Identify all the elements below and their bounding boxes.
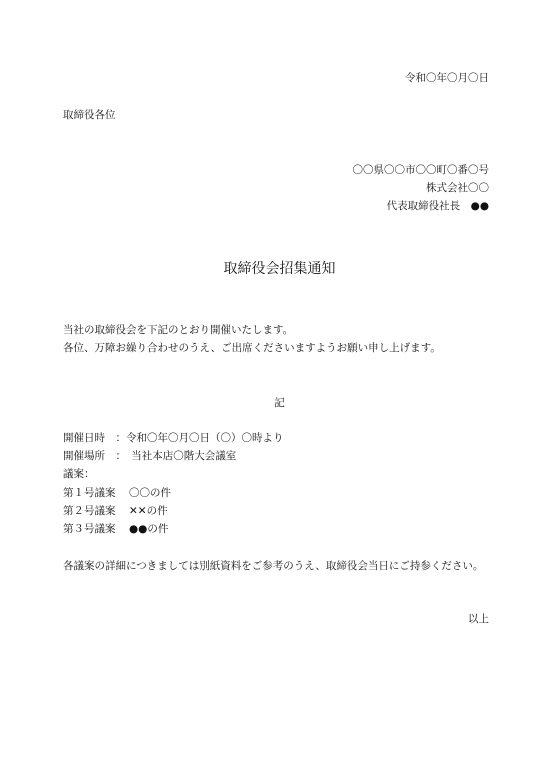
agenda-item-subject: ✕✕の件 [129,505,168,517]
agenda-item-number: 第１号議案 [63,487,116,499]
agenda-item-subject: ●●の件 [129,523,169,535]
body-line-2: 各位、万障お繰り合わせのうえ、ご出席くださいますようお願い申し上げます。 [63,342,441,354]
closing-ijo: 以上 [468,613,489,625]
agenda-item-subject: 〇〇の件 [129,487,171,499]
sender-company: 株式会社〇〇 [426,182,489,194]
addressee: 取締役各位 [63,109,116,121]
ki-heading: 記 [274,397,285,409]
sender-address: 〇〇県〇〇市〇〇町〇番〇号 [352,164,489,176]
agenda-item-number: 第２号議案 [63,505,116,517]
agenda-item [63,524,168,535]
document-date: 令和〇年〇月〇日 [405,72,489,84]
agenda-item-number: 第３号議案 [63,523,116,535]
sender-representative: 代表取締役社長 ●● [386,200,489,212]
reference-note: 各議案の詳細につきましては別紙資料をご参考のうえ、取締役会当日にご持参ください。 [63,560,484,572]
agenda-item [63,506,168,517]
agenda-label: 議案： [63,468,95,480]
body-line-1: 当社の取締役会を下記のとおり開催いたします。 [63,324,294,336]
document-title: 取締役会招集通知 [223,261,336,277]
meeting-place: 開催場所 ： 当社本店〇階大会議室 [63,450,237,462]
agenda-item [63,488,171,499]
meeting-datetime: 開催日時 ：令和〇年〇月〇日（〇）〇時より [63,432,284,444]
